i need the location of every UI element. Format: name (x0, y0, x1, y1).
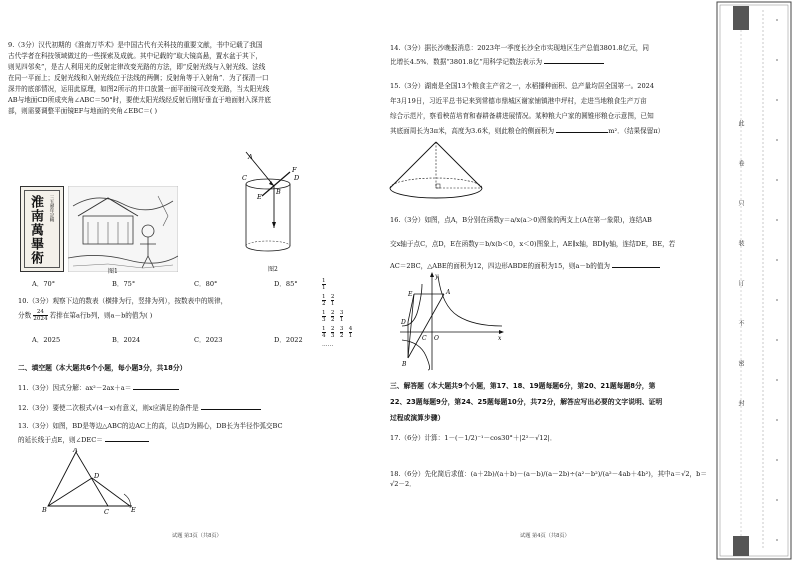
page-4-footer: 试题 第4页（共8页） (520, 533, 570, 539)
svg-text:C: C (422, 335, 427, 342)
page-3-footer: 试题 第3页（共8页） (172, 533, 222, 539)
book-cover (20, 186, 64, 272)
q9-option-d[interactable]: D．85° (274, 280, 298, 288)
svg-text:A: A (446, 289, 451, 296)
svg-text:B: B (402, 361, 407, 368)
q10-line2: 分数 $\frac{24}{2024}$ 若排在第a行b列，则a－b的值为( ) (18, 309, 153, 322)
q16-hyperbola-diagram (398, 270, 506, 372)
svg-text:E: E (257, 193, 262, 201)
q17: 17.（6分）计算：1－(－1/2)⁻¹－cos30°＋|2²－√12|． (390, 434, 557, 442)
q10-option-d[interactable]: D．2022 (274, 336, 303, 344)
q14-line: 14.（3分）据长沙晚报消息：2023年一季度长沙全市实现地区生产总值3801.8亿元，同 (390, 44, 649, 52)
q10-fraction: $\frac{24}{2024}$ (33, 309, 48, 322)
q9-option-c[interactable]: C．80° (194, 280, 218, 288)
fraction-table-row: 1 3 2 2 3 1 (322, 310, 344, 323)
binding-label-1: 此 (737, 120, 744, 126)
svg-text:C: C (104, 508, 109, 514)
q13-triangle-diagram (40, 448, 140, 514)
svg-text:D: D (401, 319, 406, 326)
q13-answer-blank[interactable] (105, 434, 149, 442)
page-3-column (8, 40, 376, 117)
q10-option-c[interactable]: C．2023 (194, 336, 223, 344)
q16-answer-blank[interactable] (612, 260, 660, 268)
svg-text:A: A (248, 153, 253, 161)
q10-option-b[interactable]: B．2024 (112, 336, 141, 344)
q14-answer-blank[interactable] (544, 56, 604, 64)
figure-2-well-diagram (238, 150, 310, 262)
svg-text:A: A (73, 448, 78, 454)
q10-line: 10.（3分）观察下边的数表（横排为行，竖排为列），按数表中的规律， (18, 297, 228, 305)
binding-label-5: 订 (737, 280, 744, 286)
q9-line: 古代学者在科技领域做过的一些探索及成就。其中记载的“取大镜高悬，置水盆于其下， (8, 52, 262, 60)
q9-option-a[interactable]: A．70° (32, 280, 56, 288)
binding-label-8: 封 (737, 400, 744, 406)
svg-text:F: F (292, 166, 297, 174)
q18: 18.（6分）先化简后求值：(a＋2b)/(a＋b)－(a－b)/(a－2b)÷(a²－b²)/(a²－4ab＋4b²)，其中a＝√2，b＝√2－2． (390, 470, 707, 488)
fraction-table (322, 278, 372, 348)
q9-options (32, 278, 334, 288)
q9-line: 则见四邻矣”，是古人利用光的反射定律改变光路的方法，即“反射光线与入射光线、法线 (8, 63, 266, 71)
q9-line: 在同一平面上；反射光线和入射光线位于法线的两侧；反射角等于入射角”．为了探清一口 (8, 74, 269, 82)
section-3-heading: 22、23题每题9分，第24、25题每题10分，共72分，解答应写出必要的文字说明、证明 (390, 398, 663, 406)
section-2-heading: 二、填空题（本大题共6个小题，每小题3分，共18分） (18, 364, 187, 372)
q16-line3: AC＝2BC，△ABE的面积为12，四边形ABDE的面积为15，则a－b的值为 (390, 260, 660, 270)
svg-text:E: E (131, 506, 136, 514)
fraction-table-row: 1 1 (322, 278, 326, 291)
q14-line2: 比增长4.5%．数据“3801.8亿”用科学记数法表示为 (390, 56, 604, 66)
binding-label-2: 卷 (737, 160, 744, 166)
q15-line: 15.（3分）湖南是全国13个粮食主产省之一，水稻播种面积、总产量均居全国第一。2024 (390, 82, 655, 90)
binding-label-3: 只 (737, 200, 744, 206)
q12-answer-blank[interactable] (201, 402, 261, 410)
q16-line: 交x轴于点C，点D，E在函数y＝b/x(b＜0，x＜0)图象上，AE∥x轴，BD∥y轴，连结DE，BE，若 (390, 240, 676, 248)
q13-line2: 的延长线于点E，则∠DEC＝ (18, 434, 149, 444)
figure-1 (20, 186, 180, 272)
svg-text:D: D (294, 174, 300, 182)
svg-text:x: x (498, 335, 502, 342)
q9-line: 9.（3分）汉代初期的《淮南万毕术》是中国古代有关科技的重要文献，书中记载了我国 (8, 41, 263, 49)
fraction-table-row: 1 2 2 1 (322, 294, 335, 307)
svg-text:B: B (42, 506, 47, 514)
q15-line: 年3月19日，习近平总书记来到常德市鼎城区谢家铺镇港中坪村，走进当地粮食生产万亩 (390, 97, 647, 105)
svg-text:D: D (94, 472, 100, 480)
q10-option-a[interactable]: A．2025 (32, 336, 61, 344)
q15-line4: 其底面周长为3π米，高度为3.6米，则此粮仓的侧面积为 m²．（结果保留π） (390, 127, 665, 135)
q9-line: AB与地面CD所成夹角∠ABC＝50°时，要使太阳光线经反射后刚好垂直于地面射入深井底 (8, 96, 271, 104)
svg-text:C: C (242, 174, 247, 182)
svg-text:O: O (434, 335, 439, 342)
svg-text:y: y (435, 273, 439, 280)
q15-line: 综合示范片，察看秧苗培育和春耕备耕进展情况。某种粮大户家的圆锥形粮仓示意图，已知 (390, 112, 654, 120)
fraction-table-dots: …… (322, 342, 334, 348)
q9-option-b[interactable]: B．75° (112, 280, 136, 288)
q9-line: 部，则需要调整平面镜EF与地面的夹角∠EBC＝( ) (8, 107, 158, 115)
binding-label-7: 密 (737, 360, 744, 366)
section-3-heading: 过程或演算步骤） (390, 414, 445, 422)
ancient-illustration (68, 186, 178, 272)
svg-text:E: E (408, 291, 413, 298)
book-title: 淮南萬畢術 (28, 195, 43, 265)
fraction-table-row: 1 4 2 3 3 2 4 1 (322, 326, 353, 339)
figure-1-label: 图1 (108, 268, 118, 275)
binding-label-4: 装 (737, 240, 744, 246)
q12: 12.（3分）要使二次根式√(4－x)有意义，则x应满足的条件是 (18, 402, 261, 412)
q11-answer-blank[interactable] (133, 382, 179, 390)
binding-label-6: 不 (737, 320, 744, 326)
q16-line: 16.（3分）如图，点A，B分别在函数y＝a/x(a＞0)图象的两支上(A在第一象限)，连结AB (390, 216, 652, 224)
q9-line: 深井的底部情况，运用此原理，如图2所示的井口放置一面平面镜可改变光路，当太阳光线 (8, 85, 270, 93)
q13-line: 13.（3分）如图，BD是等边△ABC的边AC上的高，以点D为圆心，DB长为半径作弧交BC (18, 422, 283, 430)
q11: 11.（3分）因式分解：ax²－2ax＋a＝ (18, 382, 179, 392)
figure-2-label: 图2 (268, 266, 278, 273)
book-side-text: 三五歷年記輯 (49, 195, 54, 222)
svg-text:B: B (276, 188, 281, 196)
section-3-heading: 三、解答题（本大题共9个小题，第17、18、19题每题6分，第20、21题每题8分，第 (390, 382, 656, 390)
q15-answer-blank[interactable] (556, 125, 608, 133)
q15-cone-diagram (386, 138, 486, 202)
q10-options (32, 334, 334, 344)
binding-strip (715, 0, 794, 561)
